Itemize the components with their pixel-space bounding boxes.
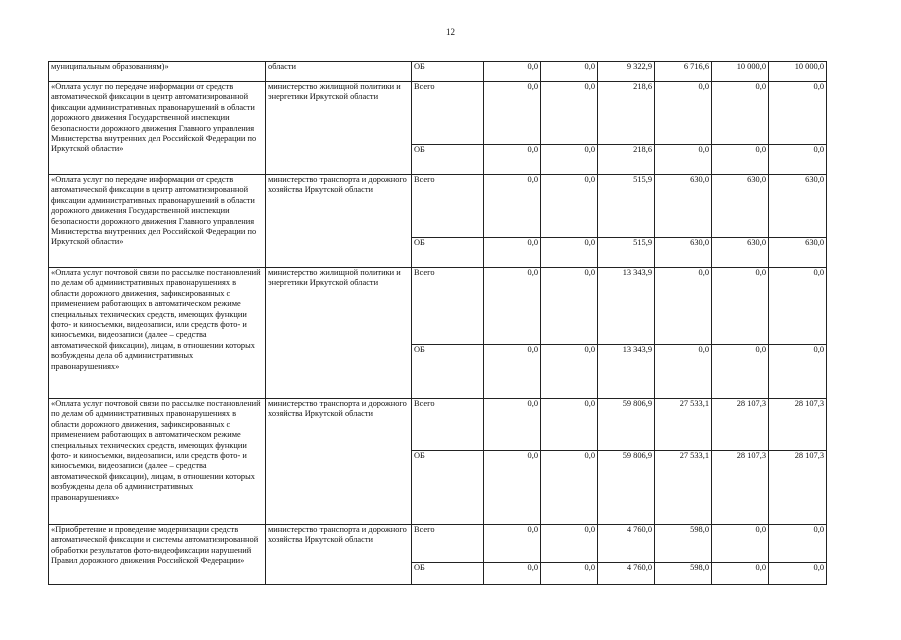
value-cell: 0,0 — [484, 345, 541, 399]
executor-cell: области — [266, 62, 412, 82]
value-cell: 0,0 — [541, 563, 598, 585]
value-cell: 630,0 — [769, 238, 827, 268]
value-cell: 28 107,3 — [712, 399, 769, 451]
value-cell: 630,0 — [655, 175, 712, 238]
executor-cell: министерство транспорта и дорожного хозяйства Иркутской области — [266, 399, 412, 525]
value-cell: 0,0 — [712, 145, 769, 175]
value-cell: 0,0 — [541, 345, 598, 399]
funding-source-cell: Всего — [412, 268, 484, 345]
value-cell: 218,6 — [598, 145, 655, 175]
funding-source-cell: Всего — [412, 399, 484, 451]
funding-source-cell: ОБ — [412, 563, 484, 585]
funding-source-cell: ОБ — [412, 451, 484, 525]
table-row — [49, 82, 827, 145]
table-row — [49, 525, 827, 563]
measure-name-cell: «Оплата услуг почтовой связи по рассылке постановлений по делам об административных правонарушениях в области дорожного движения, зафиксированных с применением работающих в автоматическом режиме специальных технических средств, имеющих функции фото- и киносъемки, видеозаписи, или средств фото- и киносъемки, видеозаписи (далее – средства автоматической фиксации), лицам, в отношении которых возбуждены дела об административных правонарушениях» — [49, 399, 266, 525]
value-cell: 0,0 — [655, 268, 712, 345]
value-cell: 0,0 — [484, 175, 541, 238]
value-cell: 0,0 — [712, 525, 769, 563]
value-cell: 13 343,9 — [598, 345, 655, 399]
value-cell: 0,0 — [541, 82, 598, 145]
value-cell: 6 716,6 — [655, 62, 712, 82]
value-cell: 0,0 — [769, 525, 827, 563]
measure-name-cell: «Приобретение и проведение модернизации средств автоматической фиксации и системы автоматизированной обработки результатов фото-видеофиксации нарушений Правил дорожного движения Российской Федерации» — [49, 525, 266, 585]
value-cell: 0,0 — [484, 399, 541, 451]
value-cell: 0,0 — [541, 62, 598, 82]
funding-source-cell: Всего — [412, 82, 484, 145]
value-cell: 0,0 — [484, 268, 541, 345]
value-cell: 0,0 — [712, 82, 769, 145]
measure-name-cell: «Оплата услуг почтовой связи по рассылке постановлений по делам об административных правонарушениях в области дорожного движения, зафиксированных с применением работающих в автоматическом режиме специальных технических средств, имеющих функции фото- и киносъемки, видеозаписи, или средств фото- и киносъемки, видеозаписи (далее – средства автоматической фиксации), лицам, в отношении которых возбуждены дела об административных правонарушениях» — [49, 268, 266, 399]
funding-source-cell: ОБ — [412, 145, 484, 175]
value-cell: 28 107,3 — [769, 451, 827, 525]
value-cell: 28 107,3 — [769, 399, 827, 451]
value-cell: 10 000,0 — [769, 62, 827, 82]
funding-source-cell: Всего — [412, 175, 484, 238]
value-cell: 515,9 — [598, 175, 655, 238]
value-cell: 0,0 — [484, 62, 541, 82]
funding-source-cell: ОБ — [412, 62, 484, 82]
value-cell: 13 343,9 — [598, 268, 655, 345]
value-cell: 0,0 — [769, 82, 827, 145]
budget-table — [48, 61, 827, 585]
value-cell: 59 806,9 — [598, 451, 655, 525]
table-row — [49, 175, 827, 238]
value-cell: 27 533,1 — [655, 399, 712, 451]
value-cell: 0,0 — [541, 525, 598, 563]
value-cell: 0,0 — [769, 345, 827, 399]
table-row — [49, 268, 827, 345]
funding-source-cell: ОБ — [412, 345, 484, 399]
value-cell: 598,0 — [655, 525, 712, 563]
value-cell: 0,0 — [484, 563, 541, 585]
value-cell: 4 760,0 — [598, 525, 655, 563]
value-cell: 0,0 — [712, 268, 769, 345]
value-cell: 0,0 — [712, 345, 769, 399]
value-cell: 218,6 — [598, 82, 655, 145]
value-cell: 0,0 — [541, 268, 598, 345]
value-cell: 630,0 — [712, 175, 769, 238]
value-cell: 0,0 — [541, 145, 598, 175]
value-cell: 59 806,9 — [598, 399, 655, 451]
value-cell: 27 533,1 — [655, 451, 712, 525]
value-cell: 4 760,0 — [598, 563, 655, 585]
measure-name-cell: «Оплата услуг по передаче информации от средств автоматической фиксации в центр автоматизированной фиксации административных правонарушений в области дорожного движения Государственной инспекции безопасности дорожного движения Главного управления Министерства внутренних дел Российской Федерации по Иркутской области» — [49, 175, 266, 268]
value-cell: 0,0 — [769, 268, 827, 345]
measure-name-cell: муниципальным образованиям)» — [49, 62, 266, 82]
value-cell: 0,0 — [655, 82, 712, 145]
value-cell: 0,0 — [655, 145, 712, 175]
value-cell: 0,0 — [484, 525, 541, 563]
value-cell: 0,0 — [541, 451, 598, 525]
value-cell: 28 107,3 — [712, 451, 769, 525]
value-cell: 0,0 — [541, 238, 598, 268]
measure-name-cell: «Оплата услуг по передаче информации от средств автоматической фиксации в центр автоматизированной фиксации административных правонарушений в области дорожного движения Государственной инспекции безопасности дорожного движения Главного управления Министерства внутренних дел Российской Федерации по Иркутской области» — [49, 82, 266, 175]
page-number: 12 — [446, 27, 455, 37]
value-cell: 0,0 — [541, 175, 598, 238]
value-cell: 0,0 — [484, 82, 541, 145]
executor-cell: министерство жилищной политики и энергетики Иркутской области — [266, 268, 412, 399]
table-row — [49, 399, 827, 451]
value-cell: 0,0 — [769, 563, 827, 585]
executor-cell: министерство транспорта и дорожного хозяйства Иркутской области — [266, 525, 412, 585]
value-cell: 598,0 — [655, 563, 712, 585]
value-cell: 9 322,9 — [598, 62, 655, 82]
value-cell: 630,0 — [712, 238, 769, 268]
value-cell: 10 000,0 — [712, 62, 769, 82]
value-cell: 0,0 — [484, 451, 541, 525]
executor-cell: министерство транспорта и дорожного хозяйства Иркутской области — [266, 175, 412, 268]
value-cell: 630,0 — [655, 238, 712, 268]
funding-source-cell: ОБ — [412, 238, 484, 268]
funding-source-cell: Всего — [412, 525, 484, 563]
executor-cell: министерство жилищной политики и энергетики Иркутской области — [266, 82, 412, 175]
value-cell: 515,9 — [598, 238, 655, 268]
value-cell: 0,0 — [655, 345, 712, 399]
value-cell: 0,0 — [484, 238, 541, 268]
value-cell: 0,0 — [484, 145, 541, 175]
table-row — [49, 62, 827, 82]
value-cell: 0,0 — [769, 145, 827, 175]
value-cell: 0,0 — [541, 399, 598, 451]
value-cell: 630,0 — [769, 175, 827, 238]
value-cell: 0,0 — [712, 563, 769, 585]
